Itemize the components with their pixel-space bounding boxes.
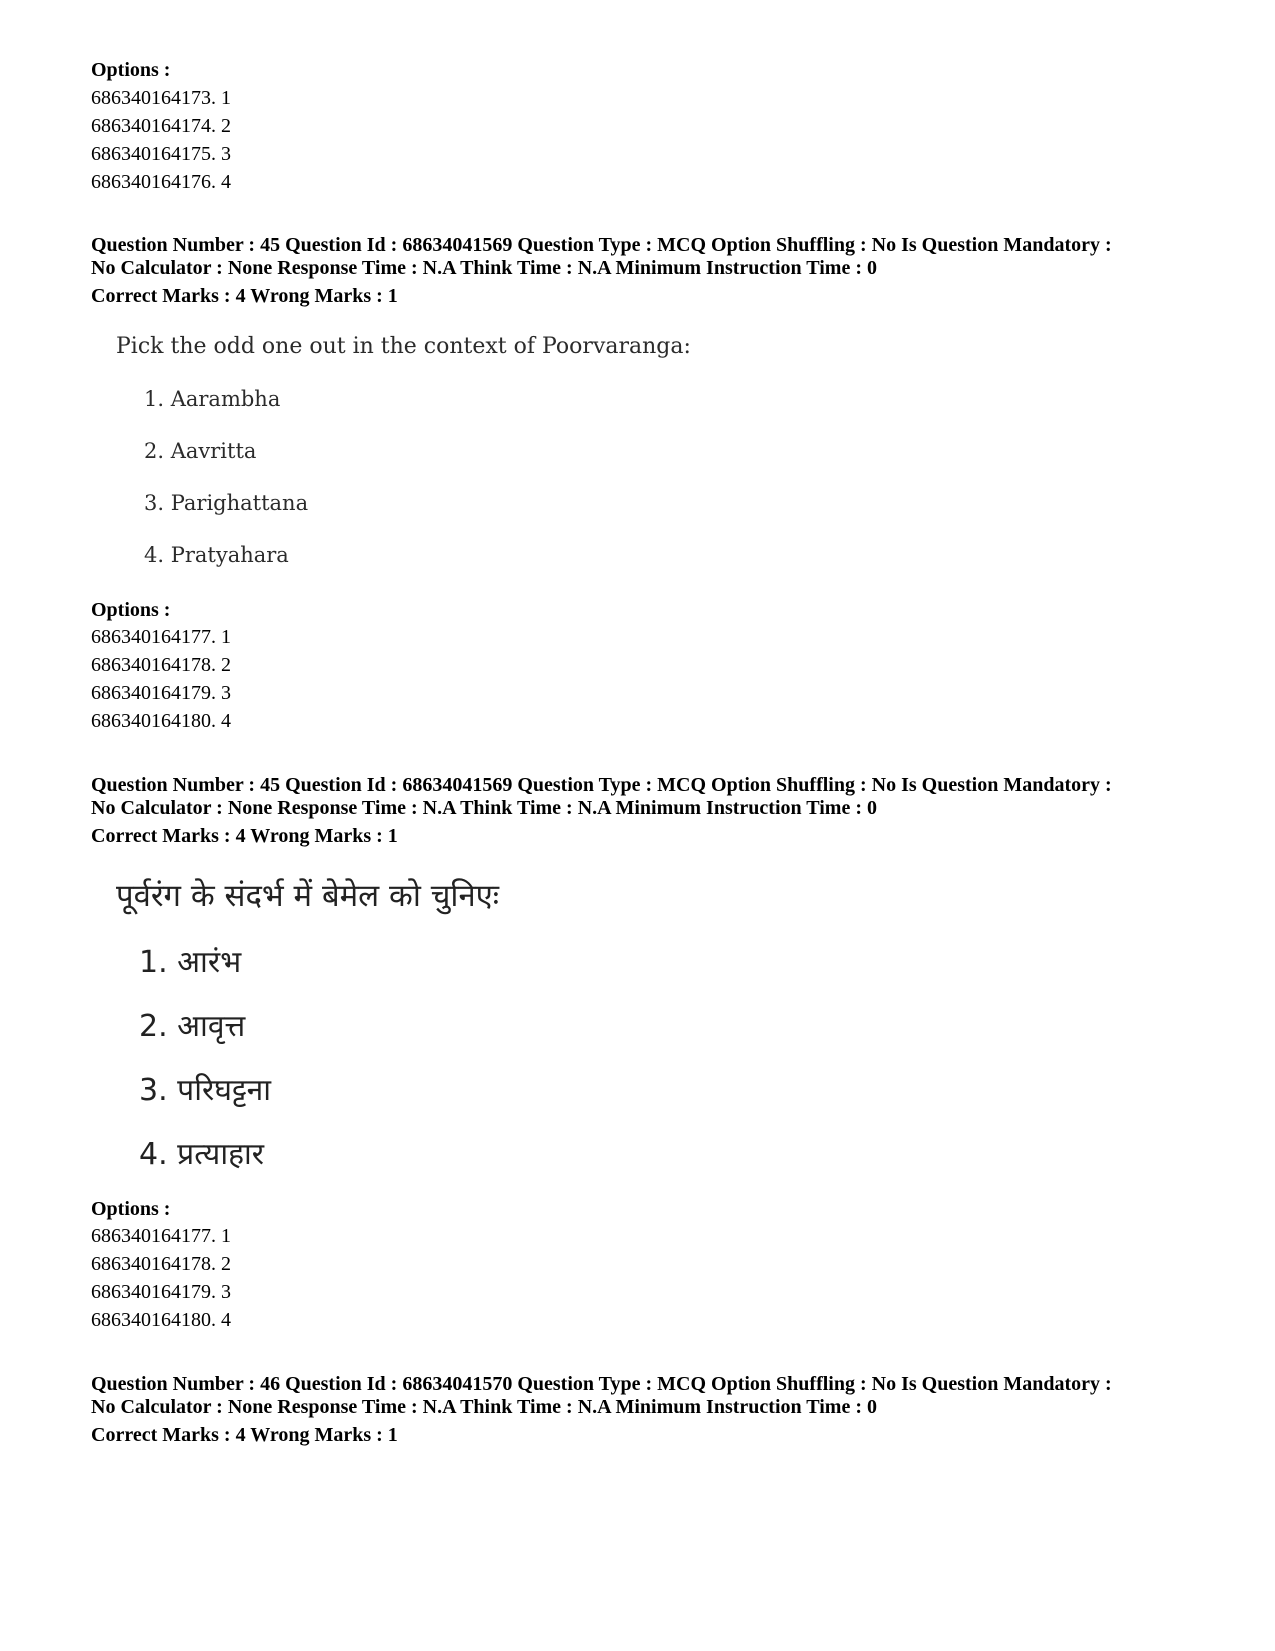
- question-prompt: Pick the odd one out in the context of Poorvaranga:: [116, 334, 691, 359]
- question-header-line2: No Calculator : None Response Time : N.A Think Time : N.A Minimum Instruction Time : 0: [91, 797, 877, 819]
- question-item: 1. आरंभ: [139, 945, 242, 980]
- question-header-line2: No Calculator : None Response Time : N.A Think Time : N.A Minimum Instruction Time : 0: [91, 1396, 877, 1418]
- question-item: 1. Aarambha: [144, 387, 281, 411]
- question-item: 2. आवृत्त: [139, 1009, 246, 1044]
- option-item: 686340164180. 4: [91, 1309, 231, 1331]
- question-header-line1: Question Number : 45 Question Id : 68634041569 Question Type : MCQ Option Shuffling : No Is Question Mandatory :: [91, 234, 1112, 256]
- option-item: 686340164180. 4: [91, 710, 231, 732]
- question-header-line1: Question Number : 45 Question Id : 68634041569 Question Type : MCQ Option Shuffling : No Is Question Mandatory :: [91, 774, 1112, 796]
- question-item: 4. Pratyahara: [144, 543, 289, 567]
- question-item: 3. Parighattana: [144, 491, 309, 515]
- option-item: 686340164178. 2: [91, 1253, 231, 1275]
- question-item: 2. Aavritta: [144, 439, 257, 463]
- question-item: 3. परिघट्टना: [139, 1073, 272, 1108]
- question-header-line1: Question Number : 46 Question Id : 68634041570 Question Type : MCQ Option Shuffling : No Is Question Mandatory :: [91, 1373, 1112, 1395]
- question-header-line2: No Calculator : None Response Time : N.A Think Time : N.A Minimum Instruction Time : 0: [91, 257, 877, 279]
- option-item: 686340164179. 3: [91, 1281, 231, 1303]
- option-item: 686340164174. 2: [91, 115, 231, 137]
- marks-line: Correct Marks : 4 Wrong Marks : 1: [91, 1424, 398, 1446]
- option-item: 686340164178. 2: [91, 654, 231, 676]
- option-item: 686340164177. 1: [91, 626, 231, 648]
- options-heading: Options :: [91, 59, 171, 81]
- option-item: 686340164175. 3: [91, 143, 231, 165]
- marks-line: Correct Marks : 4 Wrong Marks : 1: [91, 825, 398, 847]
- question-item: 4. प्रत्याहार: [139, 1137, 265, 1172]
- marks-line: Correct Marks : 4 Wrong Marks : 1: [91, 285, 398, 307]
- option-item: 686340164176. 4: [91, 171, 231, 193]
- option-item: 686340164179. 3: [91, 682, 231, 704]
- options-heading: Options :: [91, 599, 171, 621]
- option-item: 686340164177. 1: [91, 1225, 231, 1247]
- options-heading: Options :: [91, 1198, 171, 1220]
- option-item: 686340164173. 1: [91, 87, 231, 109]
- question-prompt: पूर्वरंग के संदर्भ में बेमेल को चुनिएः: [116, 878, 500, 914]
